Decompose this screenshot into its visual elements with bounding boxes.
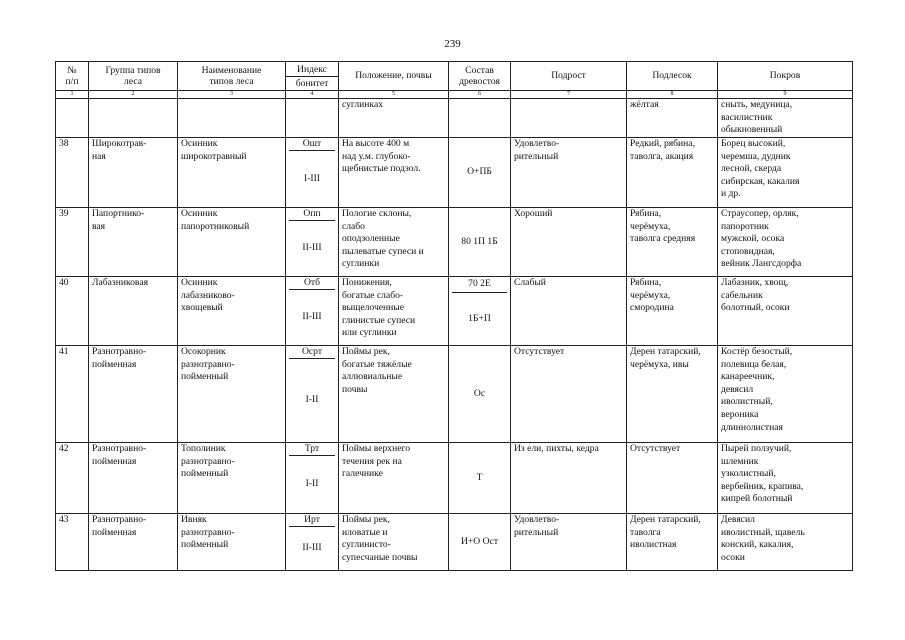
column-number: 5: [339, 91, 449, 99]
composition-bottom: 1Б+П: [468, 312, 491, 324]
cell-cover: Страусопер, орляк, папоротник мужской, осока стоповидная, вейник Лангсдорфа: [718, 208, 853, 277]
table-row: [56, 138, 853, 208]
cell-num: 42: [56, 443, 89, 514]
cell-group: Лабазниковая: [89, 277, 178, 346]
cell-num: [56, 99, 89, 138]
bonitet-value: I-II: [305, 478, 319, 490]
cell-position: Поймы верхнего течения рек на галечнике: [339, 443, 449, 514]
cell-num: 38: [56, 138, 89, 208]
bonitet-value: I-III: [304, 172, 320, 184]
column-number: 1: [56, 91, 89, 99]
cell-underbrush: Рябина, черёмуха, смородина: [627, 277, 718, 346]
cell-name: Осинник лабазниково- хвощевый: [178, 277, 286, 346]
header-group: Группа типов леса: [89, 62, 178, 91]
cell-underbrush: Дерен татарский, черёмуха, ивы: [627, 346, 718, 443]
header-num: № п/п: [56, 62, 89, 91]
cell-num: 41: [56, 346, 89, 443]
cell-undergrowth: Из ели, пихты, кедра: [511, 443, 627, 514]
cell-index: [286, 514, 339, 571]
table-row: [56, 514, 853, 571]
cell-index: [286, 346, 339, 443]
cell-position: суглинках: [339, 99, 449, 138]
table-row: [56, 208, 853, 277]
cell-position: Пологие склоны, слабо оподзоленные пылеватые супеси и суглинки: [339, 208, 449, 277]
composition-top: 70 2Е: [452, 277, 507, 293]
cell-composition: [449, 99, 511, 138]
cell-undergrowth: Отсутствует: [511, 346, 627, 443]
index-code: Трт: [289, 443, 335, 456]
table-row: [56, 443, 853, 514]
index-code: Отб: [289, 277, 335, 290]
index-code: Ирт: [289, 514, 335, 527]
cell-group: [89, 99, 178, 138]
table-row: [56, 277, 853, 346]
cell-undergrowth: Слабый: [511, 277, 627, 346]
table-row-continuation: [56, 99, 853, 138]
cell-name: Тополиник разнотравно- пойменный: [178, 443, 286, 514]
header-row: [56, 62, 853, 91]
cell-index: [286, 277, 339, 346]
cell-cover: сныть, медуница, василистник обыкновенный: [718, 99, 853, 138]
column-number-row: [56, 91, 853, 99]
header-underbrush: Подлесок: [627, 62, 718, 91]
column-number: 4: [286, 91, 339, 99]
cell-group: Папортнико- вая: [89, 208, 178, 277]
bonitet-value: I-II: [305, 394, 319, 406]
index-code: Осрт: [289, 346, 335, 359]
cell-underbrush: жёлтая: [627, 99, 718, 138]
cell-group: Разнотравно- пойменная: [89, 514, 178, 571]
header-bonitet-label: бонитет: [295, 78, 329, 89]
cell-cover: Борец высокий, черемша, дудник лесной, скерда сибирская, какалия и др.: [718, 138, 853, 208]
header-index: [286, 62, 339, 91]
cell-name: [178, 99, 286, 138]
cell-index: [286, 99, 339, 138]
cell-composition: Ос: [449, 346, 511, 443]
bonitet-value: II-III: [302, 542, 322, 554]
cell-composition: О+ПБ: [449, 138, 511, 208]
bonitet-value: II-III: [302, 242, 322, 254]
column-number: 6: [449, 91, 511, 99]
header-index-label: Индекс: [286, 63, 338, 78]
cell-position: На высоте 400 м над у.м. глубоко- щебнистые подзол.: [339, 138, 449, 208]
index-code: Ошт: [289, 138, 335, 151]
cell-position: Понижения, богатые слабо- выщелоченные глинистые супеси или суглинки: [339, 277, 449, 346]
cell-num: 40: [56, 277, 89, 346]
cell-name: Осинник папоротниковый: [178, 208, 286, 277]
header-undergrowth: Подрост: [511, 62, 627, 91]
cell-underbrush: Рябина, черёмуха, таволга средняя: [627, 208, 718, 277]
cell-composition: Т: [449, 443, 511, 514]
column-number: 8: [627, 91, 718, 99]
forest-types-table: [55, 61, 853, 571]
column-number: 3: [178, 91, 286, 99]
header-cover: Покров: [718, 62, 853, 91]
cell-num: 39: [56, 208, 89, 277]
cell-index: [286, 208, 339, 277]
cell-undergrowth: Удовлетво- рительный: [511, 138, 627, 208]
header-position: Положение, почвы: [339, 62, 449, 91]
cell-composition: И+О Ост: [449, 514, 511, 571]
cell-undergrowth: Хороший: [511, 208, 627, 277]
page-number: 239: [444, 38, 461, 50]
cell-position: Поймы рек, иловатые и суглинисто- супесчаные почвы: [339, 514, 449, 571]
cell-name: Осокорник разнотравно- пойменный: [178, 346, 286, 443]
header-composition: Состав древостоя: [449, 62, 511, 91]
cell-index: [286, 138, 339, 208]
cell-index: [286, 443, 339, 514]
cell-underbrush: Отсутствует: [627, 443, 718, 514]
cell-cover: Костёр безостый, полевица белая, канареечник, девясил иволистный, вероника длиннолистная: [718, 346, 853, 443]
column-number: 7: [511, 91, 627, 99]
cell-cover: Лабазник, хвощ, сабельник болотный, осоки: [718, 277, 853, 346]
cell-undergrowth: Удовлетво- рительный: [511, 514, 627, 571]
cell-name: Ивняк разнотравно- пойменный: [178, 514, 286, 571]
column-number: 2: [89, 91, 178, 99]
cell-position: Поймы рек, богатые тяжёлые аллювиальные почвы: [339, 346, 449, 443]
header-name: Наименование типов леса: [178, 62, 286, 91]
table-row: [56, 346, 853, 443]
cell-cover: Девясил иволистный, щавель конский, какалия, осоки: [718, 514, 853, 571]
cell-underbrush: Дерен татарский, таволга иволистная: [627, 514, 718, 571]
cell-num: 43: [56, 514, 89, 571]
index-code: Опп: [289, 208, 335, 221]
cell-underbrush: Редкий, рябина, таволга, акация: [627, 138, 718, 208]
cell-group: Разнотравно- пойменная: [89, 443, 178, 514]
cell-group: Широкотрав- ная: [89, 138, 178, 208]
cell-cover: Пырей ползучий, шлемник узколистный, вербейник, крапива, кипрей болотный: [718, 443, 853, 514]
cell-undergrowth: [511, 99, 627, 138]
column-number: 9: [718, 91, 853, 99]
cell-composition: 80 1П 1Б: [449, 208, 511, 277]
cell-composition: [449, 277, 511, 346]
cell-group: Разнотравно- пойменная: [89, 346, 178, 443]
bonitet-value: II-III: [302, 311, 322, 323]
cell-name: Осинник широкотравный: [178, 138, 286, 208]
